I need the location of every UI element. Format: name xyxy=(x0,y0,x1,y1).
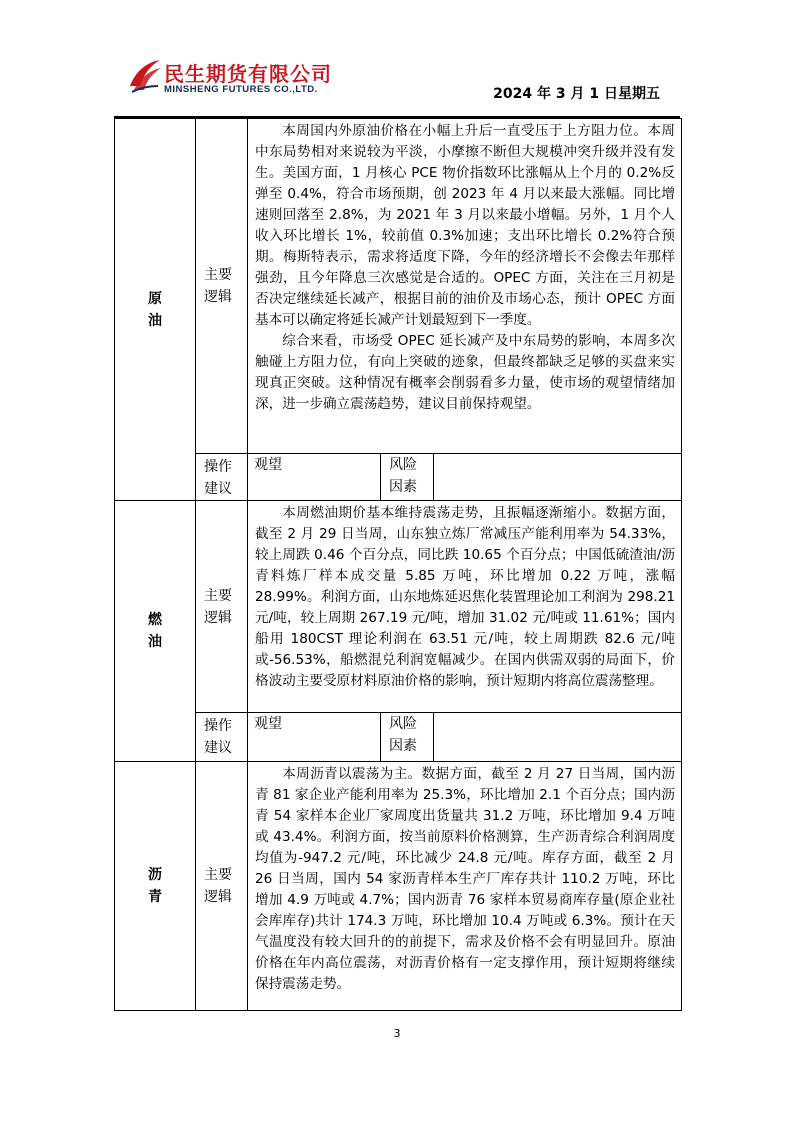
asphalt-logic-row xyxy=(115,762,682,1011)
paragraph: 本周燃油期价基本维持震荡走势，且振幅逐渐缩小。数据方面，截至 2 月 29 日当周，山东独立炼厂常减压产能利用率为 54.33%，较上周跌 0.46 个百分点，同比跌 10.65 个百分点；中国低硫渣油/沥青料炼厂样本成交量 5.85 万吨，环比增加 0.22 万吨，涨幅 28.99%。利润方面，山东地炼延迟焦化装置理论加工利润为 298.21 元/吨，较上周期 267.19 元/吨，增加 31.02 元/吨或 11.61%；国内船用 180CST 理论利润在 63.51 元/吨，较上周期跌 82.6 元/吨或-56.53%，船燃混兑利润宽幅减少。在国内供需双弱的局面下，价格波动主要受原材料原油价格的影响，预计短期内将高位震荡整理。 xyxy=(255,505,676,689)
report-date: 2024 年 3 月 1 日星期五 xyxy=(493,86,660,102)
company-logo xyxy=(128,56,368,100)
risk-label: 风险 因素 xyxy=(381,713,434,762)
logo-english-name: MINSHENG FUTURES CO.,LTD. xyxy=(164,84,318,95)
logic-label: 主要 逻辑 xyxy=(196,501,248,713)
fuel-oil-operation-row xyxy=(115,713,682,762)
risk-label: 风险 因素 xyxy=(381,454,434,501)
crude-oil-logic-row xyxy=(115,119,682,454)
crude-oil-operation-row xyxy=(115,454,682,501)
asphalt-analysis xyxy=(248,762,682,1011)
logo-chinese-name: 民生期货有限公司 xyxy=(164,62,332,86)
operation-value: 观望 xyxy=(248,713,381,762)
paragraph: 综合来看，市场受 OPEC 延长减产及中东局势的影响，本周多次触碰上方阻力位，有向上突破的迹象，但最终都缺乏足够的买盘来实现真正突破。这种情况有概率会削弱看多力量，使市场的观望情绪加深，进一步确立震荡趋势，建议目前保持观望。 xyxy=(255,333,676,412)
swoosh-logo-icon xyxy=(128,56,162,96)
paragraph: 本周国内外原油价格在小幅上升后一直受压于上方阻力位。本周中东局势相对来说较为平淡，小摩擦不断但大规模冲突升级并没有发生。美国方面，1 月核心 PCE 物价指数环比涨幅从上个月的 0.2%反弹至 0.4%，符合市场预期，创 2023 年 4 月以来最大涨幅。同比增速则回落至 2.8%，为 2021 年 3 月以来最小增幅。另外，1 月个人收入环比增长 1%，较前值 0.3%加速；支出环比增长 0.2%符合预期。梅斯特表示，需求将适度下降，今年的经济增长不会像去年那样强劲，且今年降息三次感觉是合适的。OPEC 方面，关注在三月初是否决定继续延长减产，根据目前的油价及市场心态，预计 OPEC 方面基本可以确定将延长减产计划最短到下一季度。 xyxy=(255,123,676,328)
page-number: 3 xyxy=(393,1027,401,1040)
commodity-table xyxy=(114,118,682,1011)
commodity-name-asphalt: 沥 青 xyxy=(115,762,196,1011)
logic-label: 主要 逻辑 xyxy=(196,762,248,1011)
paragraph: 本周沥青以震荡为主。数据方面，截至 2 月 27 日当周，国内沥青 81 家企业产能利用率为 25.3%，环比增加 2.1 个百分点；国内沥青 54 家样本企业厂家周度出货量共 31.2 万吨，环比增加 9.4 万吨或 43.4%。利润方面，按当前原料价格测算，生产沥青综合利润周度均值为-947.2 元/吨，环比减少 24.8 元/吨。库存方面，截至 2 月 26 日当周，国内 54 家沥青样本生产厂库存共计 110.2 万吨，环比增加 4.9 万吨或 4.7%；国内沥青 76 家样本贸易商库存量(原企业社会库库存)共计 174.3 万吨，环比增加 10.4 万吨或 6.3%。预计在天气温度没有较大回升的的前提下，需求及价格不会有明显回升。原油价格在年内高位震荡，对沥青价格有一定支撑作用，预计短期将继续保持震荡走势。 xyxy=(255,766,676,992)
commodity-name-crude-oil: 原 油 xyxy=(115,119,196,501)
risk-value xyxy=(434,454,682,501)
risk-value xyxy=(434,713,682,762)
crude-oil-analysis xyxy=(248,119,682,454)
fuel-oil-analysis xyxy=(248,501,682,713)
commodity-name-fuel-oil: 燃 油 xyxy=(115,501,196,762)
operation-label: 操作 建议 xyxy=(196,713,248,762)
fuel-oil-logic-row xyxy=(115,501,682,713)
operation-value: 观望 xyxy=(248,454,381,501)
operation-label: 操作 建议 xyxy=(196,454,248,501)
logic-label: 主要 逻辑 xyxy=(196,119,248,454)
